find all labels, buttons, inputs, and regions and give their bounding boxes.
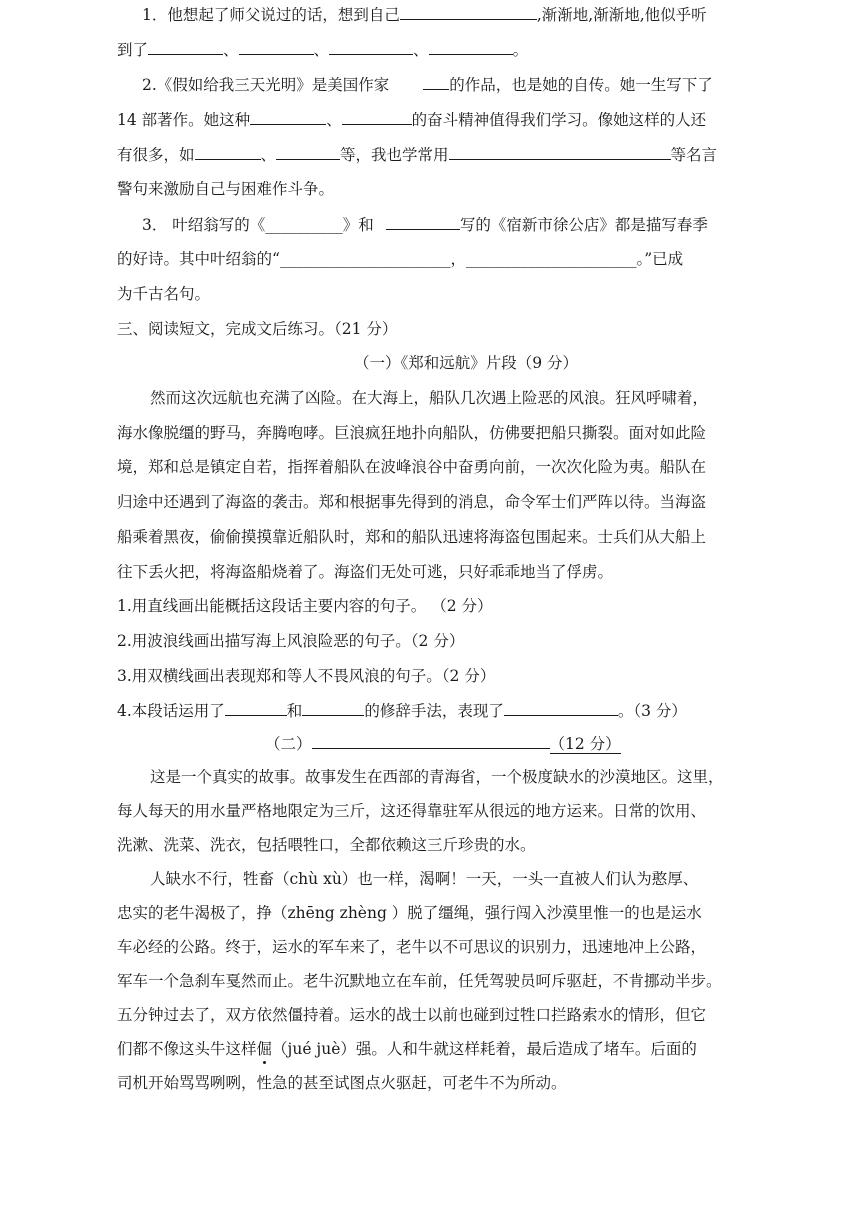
q2-blank-6[interactable] [449, 143, 671, 160]
separator: 、 [413, 41, 429, 59]
q4-text-d: 。（3 分） [617, 702, 687, 720]
q2-text-c: 14 部著作。她这种 [117, 111, 251, 129]
q3-text-g: 为千古名句。 [117, 285, 211, 303]
passage1-line: 归途中还遇到了海盗的袭击。郑和根据事先得到的消息，命令军士们严阵以待。当海盗 [117, 493, 707, 511]
q2-line1 [142, 73, 713, 96]
passage2-line: 人缺水不行，牲畜（chù xù）也一样，渴啊！一天，一头一直被人们认为憨厚、 [150, 870, 699, 888]
q4-blank-2[interactable] [302, 699, 364, 716]
q2-text-i: 等名言 [670, 146, 718, 164]
q2-line4 [117, 178, 334, 200]
q4-text-c: 的修辞手法，表现了 [364, 702, 504, 720]
reading-question-4 [117, 699, 687, 722]
q4-blank-1[interactable] [225, 699, 287, 716]
part1-title: （一）《郑和远航》片段（9 分） [354, 354, 579, 372]
q1-line2 [117, 38, 528, 61]
q3-text-d: 的好诗。其中叶绍翁的“ [117, 250, 280, 268]
q1-blank-3[interactable] [239, 38, 314, 55]
section3-heading: 三、阅读短文，完成文后练习。（21 分） [117, 320, 398, 338]
passage2-text: （jué juè）强。人和牛就这样耗着，最后造成了堵车。后面的 [272, 1040, 697, 1058]
q2-blank-5[interactable] [276, 143, 340, 160]
q1-blank-2[interactable] [148, 38, 223, 55]
reading-question-3: 3.用双横线画出表现郑和等人不畏风浪的句子。（2 分） [117, 667, 496, 685]
passage1-line: 往下丢火把，将海盗船烧着了。海盗们无处可逃，只好乖乖地当了俘虏。 [117, 563, 614, 581]
q2-line2 [117, 108, 706, 131]
q3-text-c: 写的《宿新市徐公店》都是描写春季 [459, 216, 708, 234]
q2-blank-3[interactable] [342, 108, 412, 125]
passage2-line: 车必经的公路。终于，运水的军车来了，老牛以不可思议的识别力，迅速地冲上公路， [117, 938, 707, 956]
passage2-line: 忠实的老牛渴极了，挣（zhēng zhèng ）脱了缰绳，强行闯入沙漠里惟一的也是运水 [117, 904, 702, 922]
passage1-line: 然而这次远航也充满了凶险。在大海上，船队几次遇上险恶的风浪。狂风呼啸着， [150, 389, 709, 407]
q2-text-e: 的奋斗精神值得我们学习。像她这样的人还 [411, 111, 707, 129]
q3-line2 [117, 248, 683, 270]
passage1-line: 船乘着黑夜，偷偷摸摸靠近船队时，郑和的船队迅速将海盗包围起来。士兵们从大船上 [117, 528, 707, 546]
q3-text-b: 》和 [342, 216, 374, 234]
part2-prefix: （二） [265, 735, 312, 753]
part2-title-blank[interactable] [312, 732, 550, 749]
passage2-line: 五分钟过去了，双方依然僵持着。运水的战士以前也碰到过牲口拦路索水的情形，但它 [117, 1006, 707, 1024]
q2-line3 [117, 143, 717, 166]
q3-text-a: 3． 叶绍翁写的《 [142, 216, 266, 234]
q2-text-g: 、 [260, 146, 277, 164]
passage2-line [117, 1038, 697, 1060]
q2-text-b: 的作品，也是她的自传。她一生写下了 [449, 76, 713, 94]
passage1-line: 境，郑和总是镇定自若，指挥着船队在波峰浪谷中奋勇向前，一次次化险为夷。船队在 [117, 458, 707, 476]
part2-score: （12 分） [549, 735, 621, 753]
period: 。 [512, 41, 529, 59]
q4-text-b: 和 [286, 702, 303, 720]
q3-blank-verse-2[interactable]: ______________________ [465, 250, 637, 268]
q3-blank-poet[interactable] [386, 213, 460, 230]
q2-text-j: 警句来激励自己与困难作斗争。 [117, 180, 335, 198]
q3-text-f: 。”已成 [636, 250, 684, 268]
emphasis-char: 倔 [256, 1040, 273, 1058]
passage2-line: 每人每天的用水量严格地限定为三斤，这还得靠驻军从很远的地方运来。日常的饮用、 [117, 802, 707, 820]
passage2-line: 洗漱、洗菜、洗衣，包括喂牲口，全都依赖这三斤珍贵的水。 [117, 836, 536, 854]
q1-blank-5[interactable] [429, 38, 513, 55]
q1-line1 [142, 3, 707, 26]
q2-blank-author[interactable] [423, 73, 449, 90]
passage2-line: 这是一个真实的故事。故事发生在西部的青海省，一个极度缺水的沙漠地区。这里， [150, 768, 724, 786]
reading-question-2: 2.用波浪线画出描写海上风浪险恶的句子。（2 分） [117, 632, 465, 650]
reading-question-1: 1.用直线画出能概括这段话主要内容的句子。 （2 分） [117, 597, 493, 615]
passage1-line: 海水像脱缰的野马，奔腾咆哮。巨浪疯狂地扑向船队，仿佛要把船只撕裂。面对如此险 [117, 424, 707, 442]
q2-blank-4[interactable] [195, 143, 261, 160]
q4-text-a: 4.本段话运用了 [117, 702, 225, 720]
q2-blank-2[interactable] [250, 108, 326, 125]
separator: 、 [313, 41, 330, 59]
q2-text-d: 、 [326, 111, 342, 129]
part2-title [265, 732, 621, 755]
q3-line1 [142, 213, 708, 236]
q1-blank-4[interactable] [329, 38, 413, 55]
q3-blank-verse-1[interactable]: ______________________ [279, 250, 451, 268]
passage2-line: 军车一个急刹车戛然而止。老牛沉默地立在车前，任凭驾驶员呵斥驱赶，不肯挪动半步。 [117, 972, 722, 990]
q3-text-e: ， [450, 250, 466, 268]
q3-line3 [117, 283, 210, 305]
q1-text-2: 到了 [117, 41, 149, 59]
passage2-line: 司机开始骂骂咧咧，性急的甚至试图点火驱赶，可老牛不为所动。 [117, 1074, 567, 1092]
q1-text-end: ,渐渐地,渐渐地,他似乎听 [536, 6, 707, 24]
separator: 、 [223, 41, 239, 59]
passage2-text: 们都不像这头牛这样 [117, 1040, 257, 1058]
q2-text-a: 2.《假如给我三天光明》是美国作家 [142, 76, 390, 94]
q4-blank-3[interactable] [504, 699, 618, 716]
q2-text-h: 等，我也学常用 [340, 146, 449, 164]
q3-blank-poem[interactable]: __________ [265, 216, 343, 234]
q1-blank-1[interactable] [400, 3, 537, 20]
q2-text-f: 有很多，如 [117, 146, 195, 164]
q1-text: 1．他想起了师父说过的话，想到自己 [142, 6, 400, 24]
